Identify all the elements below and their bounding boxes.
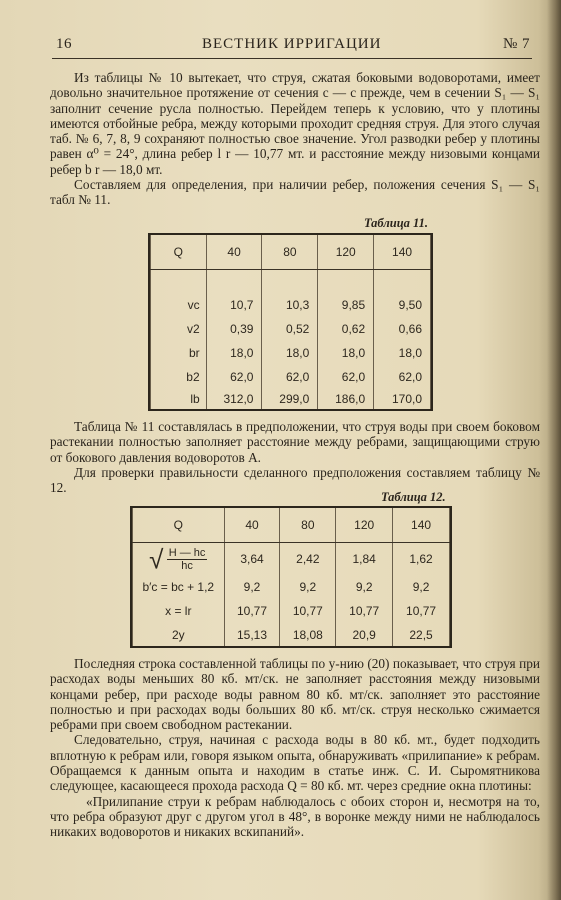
table-cell: 18,0 [374,341,431,365]
table-cell: 18,0 [206,341,262,365]
sqrt-sign-icon: √ [149,544,164,575]
table-cell: 170,0 [374,389,431,409]
table-cell: 18,0 [318,341,374,365]
table-cell: 9,2 [336,576,393,598]
table-row [133,624,450,646]
table-cell: 186,0 [318,389,374,409]
issue-number: № 7 [502,36,530,52]
journal-title: ВЕСТНИК ИРРИГАЦИИ [202,36,382,52]
table-11-header-cell: Q [151,235,207,269]
row-label: br [151,341,207,365]
text-block-3 [50,656,540,840]
table-row [151,293,431,317]
table-cell: 0,62 [318,317,374,341]
text-block-1 [50,70,540,208]
table-cell: 9,2 [280,576,336,598]
table-12-header-cell: 80 [280,508,336,542]
paragraph-6: Следовательно, струя, начиная с расхода воды в 80 кб. мт., будет подходить вплотную к ребрам или, говоря языком опыта, обнаруживать «прилипание» к ребрам. Обращаемся к данным опыта и находим в статье инж. С. И. Сыромятникова следующее, касающееся прохода расхода Q = 80 кб. мт. через средние окна плотины: [50,732,540,794]
row-label: 2y [133,624,225,646]
table-cell: 62,0 [318,365,374,389]
header-rule [52,58,532,59]
table-cell: 10,7 [206,293,262,317]
table-cell: 20,9 [336,624,393,646]
paragraph-4: Для проверки правильности сделанного предположения составляем таблицу № 12. [50,464,540,496]
table-12-header-cell: 140 [393,508,450,542]
paragraph-5: Последняя строка составленной таблицы по у-нию (20) показывает, что струя при расходах воды меньших 80 кб. мт/ск. не заполняет расстояния между низовыми концами ребер, при расходе воды равном 80 кб. мт/ск. заполняет это расстояние полностью и при расходах воды больших 80 кб. мт/ск. струя несколько сжимается ребрами при своем свободном растекании. [50,656,540,733]
row-label: b′c = bc + 1,2 [133,576,225,598]
table-cell: 1,84 [336,542,393,576]
row-label: vc [151,293,207,317]
row-label: v2 [151,317,207,341]
table-12-header-cell: 120 [336,508,393,542]
table-row [151,365,431,389]
table-11-header-row [151,235,431,269]
table-cell: 9,2 [224,576,280,598]
table-cell: 299,0 [262,389,318,409]
table-cell: 62,0 [206,365,262,389]
table-cell: 0,39 [206,317,262,341]
table-row [133,576,450,598]
table-row [133,542,450,576]
table-row [151,389,431,409]
row-label-sqrt [133,542,225,576]
table-cell: 9,2 [393,576,450,598]
table-cell: 3,64 [224,542,280,576]
table-cell: 22,5 [393,624,450,646]
table-12-header-row [133,508,450,542]
paragraph-1: Из таблицы № 10 вытекает, что струя, сжатая боковыми водоворотами, имеет довольно значительное протяжение от сечения c — c прежде, чем в сечении S₁ — S₁ заполнит сечение русла полностью. Перейдем теперь к условию, что у плотины имеются отбойные ребра, между которыми проходит средняя струя. Для этого случая таб. № 6, 7, 8, 9 сохраняют полностью свое значение. Угол разводки ребер у плотины равен α⁰ = 24°, длина ребер l r — 10,77 мт. и расстояние между низовыми концами ребер b r — 18,0 мт. [50,70,540,177]
table-row [133,598,450,624]
table-cell: 62,0 [262,365,318,389]
table-cell: 18,0 [262,341,318,365]
table-12-header-cell: 40 [224,508,280,542]
row-label: b2 [151,365,207,389]
table-cell: 2,42 [280,542,336,576]
fraction [167,547,208,572]
paragraph-3: Таблица № 11 составлялась в предположении, что струя воды при своем боковом растекании полностью заполняет расстояние между ребрами, защищающими струю от бокового давления водоворотов А. [50,419,540,465]
table-cell: 10,77 [336,598,393,624]
table-cell: 9,50 [374,293,431,317]
table-cell: 1,62 [393,542,450,576]
table-cell: 312,0 [206,389,262,409]
table-11-header-cell: 40 [206,235,262,269]
paragraph-7: «Прилипание струи к ребрам наблюдалось с обоих сторон и, несмотря на то, что ребра образуют друг с другом угол в 48°, в воронке между ними не наблюдалось никаких водоворотов и никаких вскипаний». [50,793,540,840]
row-label: x = lr [133,598,225,624]
table-12-header-cell: Q [133,508,225,542]
table-row [151,341,431,365]
table-11 [150,235,431,409]
table-cell: 10,3 [262,293,318,317]
table-cell: 15,13 [224,624,280,646]
paragraph-2: Составляем для определения, при наличии ребер, положения сечения S₁ — S₁ табл № 11. [50,177,540,208]
table-cell: 18,08 [280,624,336,646]
table-12-title: Таблица 12. [381,490,446,504]
table-11-header-cell: 120 [318,235,374,269]
page-binding-shadow [547,0,561,900]
page-number: 16 [56,36,72,52]
table-cell: 10,77 [224,598,280,624]
row-label: lb [151,389,207,409]
fraction-numerator: H — hc [168,546,206,559]
table-cell: 10,77 [393,598,450,624]
text-block-2 [50,419,540,495]
table-row [151,317,431,341]
table-11-header-cell: 140 [374,235,431,269]
table-11-header-cell: 80 [262,235,318,269]
table-cell: 0,66 [374,317,431,341]
table-12 [132,508,450,646]
fraction-denominator: hc [181,559,193,572]
table-cell: 9,85 [318,293,374,317]
table-11-title: Таблица 11. [364,216,428,230]
table-cell: 10,77 [280,598,336,624]
running-header [56,36,530,56]
table-cell: 0,52 [262,317,318,341]
table-cell: 62,0 [374,365,431,389]
